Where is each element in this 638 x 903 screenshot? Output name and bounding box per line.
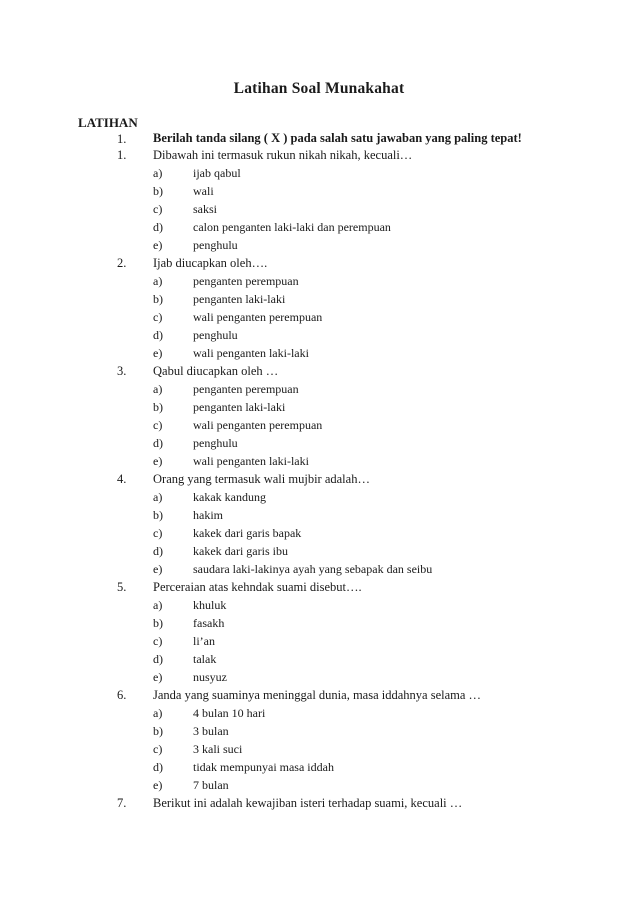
option-letter: b) <box>153 292 163 306</box>
option-letter: d) <box>153 652 163 666</box>
option-letter: d) <box>153 760 163 774</box>
option-letter: a) <box>153 490 163 504</box>
question-number: 1. <box>117 148 127 162</box>
option-text: wali penganten perempuan <box>193 418 323 432</box>
page-title: Latihan Soal Munakahat <box>233 80 405 97</box>
answer-option <box>0 184 638 202</box>
question-text: Perceraian atas kehndak suami disebut…. <box>153 580 362 594</box>
answer-option <box>0 292 638 310</box>
option-text: 7 bulan <box>193 778 229 792</box>
option-text: tidak mempunyai masa iddah <box>193 760 334 774</box>
option-text: calon penganten laki-laki dan perempuan <box>193 220 391 234</box>
answer-option <box>0 400 638 418</box>
answer-option <box>0 742 638 760</box>
instruction-number: 1. <box>117 132 127 146</box>
option-letter: b) <box>153 400 163 414</box>
question-number: 6. <box>117 688 127 702</box>
question-text: Qabul diucapkan oleh … <box>153 364 279 378</box>
question-item <box>0 256 638 274</box>
option-text: 4 bulan 10 hari <box>193 706 266 720</box>
question-number: 3. <box>117 364 127 378</box>
option-text: saudara laki-lakinya ayah yang sebapak dan seibu <box>193 562 433 576</box>
answer-option <box>0 310 638 328</box>
question-text: Dibawah ini termasuk rukun nikah nikah, kecuali… <box>153 148 413 162</box>
question-item <box>0 364 638 382</box>
option-text: penganten perempuan <box>193 274 299 288</box>
option-text: kakek dari garis bapak <box>193 526 302 540</box>
option-text: penghulu <box>193 238 238 252</box>
option-letter: c) <box>153 202 163 216</box>
option-letter: b) <box>153 724 163 738</box>
option-text: penganten laki-laki <box>193 400 286 414</box>
option-letter: c) <box>153 418 163 432</box>
option-letter: b) <box>153 616 163 630</box>
option-letter: c) <box>153 526 163 540</box>
option-letter: c) <box>153 310 163 324</box>
option-text: li’an <box>193 634 215 648</box>
question-text: Janda yang suaminya meninggal dunia, masa iddahnya selama … <box>153 688 482 702</box>
answer-option <box>0 328 638 346</box>
answer-option <box>0 274 638 292</box>
option-text: 3 bulan <box>193 724 229 738</box>
answer-option <box>0 508 638 526</box>
option-letter: e) <box>153 562 163 576</box>
option-text: hakim <box>193 508 223 522</box>
answer-option <box>0 562 638 580</box>
option-letter: d) <box>153 544 163 558</box>
answer-option <box>0 202 638 220</box>
option-text: wali penganten perempuan <box>193 310 323 324</box>
answer-option <box>0 418 638 436</box>
question-number: 4. <box>117 472 127 486</box>
option-letter: d) <box>153 436 163 450</box>
option-text: penghulu <box>193 328 238 342</box>
question-number: 7. <box>117 796 127 810</box>
option-text: kakek dari garis ibu <box>193 544 288 558</box>
option-letter: e) <box>153 346 163 360</box>
option-letter: b) <box>153 508 163 522</box>
answer-option <box>0 760 638 778</box>
question-text: Ijab diucapkan oleh…. <box>153 256 268 270</box>
option-letter: a) <box>153 382 163 396</box>
option-letter: e) <box>153 670 163 684</box>
question-number: 5. <box>117 580 127 594</box>
option-text: penganten perempuan <box>193 382 299 396</box>
answer-option <box>0 436 638 454</box>
question-item <box>0 688 638 706</box>
instruction-text: Berilah tanda silang ( X ) pada salah satu jawaban yang paling tepat! <box>153 131 522 145</box>
answer-option <box>0 346 638 364</box>
answer-option <box>0 616 638 634</box>
option-letter: a) <box>153 274 163 288</box>
option-letter: a) <box>153 166 163 180</box>
answer-option <box>0 778 638 796</box>
option-letter: e) <box>153 778 163 792</box>
question-item <box>0 148 638 166</box>
option-text: kakak kandung <box>193 490 266 504</box>
question-number: 2. <box>117 256 127 270</box>
answer-option <box>0 220 638 238</box>
option-letter: a) <box>153 598 163 612</box>
option-text: fasakh <box>193 616 225 630</box>
answer-option <box>0 634 638 652</box>
question-item <box>0 796 638 814</box>
option-text: talak <box>193 652 217 666</box>
option-text: khuluk <box>193 598 227 612</box>
section-heading: LATIHAN <box>78 115 138 130</box>
option-text: wali penganten laki-laki <box>193 346 309 360</box>
option-letter: c) <box>153 742 163 756</box>
option-text: wali penganten laki-laki <box>193 454 309 468</box>
option-letter: c) <box>153 634 163 648</box>
answer-option <box>0 706 638 724</box>
answer-option <box>0 598 638 616</box>
option-letter: d) <box>153 220 163 234</box>
option-letter: a) <box>153 706 163 720</box>
option-text: saksi <box>193 202 217 216</box>
answer-option <box>0 724 638 742</box>
question-list <box>0 148 638 814</box>
option-letter: d) <box>153 328 163 342</box>
answer-option <box>0 382 638 400</box>
option-text: ijab qabul <box>193 166 241 180</box>
option-letter: e) <box>153 454 163 468</box>
option-text: 3 kali suci <box>193 742 243 756</box>
answer-option <box>0 238 638 256</box>
option-text: penghulu <box>193 436 238 450</box>
question-item <box>0 580 638 598</box>
question-text: Orang yang termasuk wali mujbir adalah… <box>153 472 370 486</box>
answer-option <box>0 670 638 688</box>
option-letter: b) <box>153 184 163 198</box>
answer-option <box>0 652 638 670</box>
option-letter: e) <box>153 238 163 252</box>
answer-option <box>0 490 638 508</box>
answer-option <box>0 526 638 544</box>
answer-option <box>0 454 638 472</box>
option-text: wali <box>193 184 214 198</box>
question-text: Berikut ini adalah kewajiban isteri terhadap suami, kecuali … <box>153 796 463 810</box>
option-text: penganten laki-laki <box>193 292 286 306</box>
answer-option <box>0 166 638 184</box>
option-text: nusyuz <box>193 670 227 684</box>
answer-option <box>0 544 638 562</box>
question-item <box>0 472 638 490</box>
